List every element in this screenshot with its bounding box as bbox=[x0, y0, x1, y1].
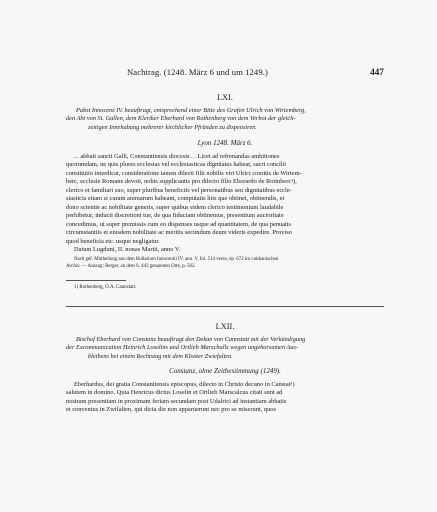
body-line: nostram presentiam in proximam feriam secundam post Udalrici ad instantiam abbatis bbox=[66, 397, 287, 405]
summary-line: bleibens bei einem Rechtstag mit dem Kloster Zwiefalten. bbox=[88, 352, 233, 360]
document-body bbox=[66, 381, 384, 415]
summary-line: der Excommunication Heinrich Loselins und Ortlieb Marschalls wegen ungehorsamen Aus- bbox=[66, 344, 298, 352]
document-number: LXII. bbox=[215, 322, 235, 331]
body-line: clerico et familiari suo, super pluribus beneficiis vel personatibus seu dignitatibus eccle- bbox=[66, 186, 292, 194]
document-number: LXI. bbox=[216, 93, 234, 102]
running-title: Nachtrag. (1248. März 6 und um 1249.) bbox=[127, 67, 268, 77]
body-line: constitutio interdicat, consideratione tamen dilecti filii nobilis viri Ulrici comitis de Wirtem- bbox=[66, 169, 302, 177]
document-body bbox=[66, 153, 384, 254]
body-line: perhibetur, inducti discretioni tue, de qua fiduciam obtinemus, presentium auctoritate bbox=[66, 212, 284, 220]
source-note-line: Nach gef. Mittheilung aus dem Bullarium Innocentii IV. ann. V, fol. 514 verso, ep. 672 im vatikanischen bbox=[74, 257, 279, 262]
body-line: Datum Lugduni, II. nonas Martii, anno V. bbox=[74, 245, 181, 253]
dateline: Lyon 1248. März 6. bbox=[197, 139, 253, 147]
body-line: dono scientie ac nobilitate generis, super quibus eidem clerico testimonium laudabile bbox=[66, 203, 284, 211]
body-line: Eberhardus, dei gratia Constantiensis episcopus, dilecto in Christo decano in Canstat¹) bbox=[74, 381, 295, 388]
source-note-line: Archiv. — Auszug: Berger, an dem S. 442 genannten Orte, p. 562. bbox=[66, 263, 196, 269]
document-summary bbox=[66, 336, 384, 361]
body-line: ... abbati sancti Galli, Constantiensis diocesis . . Licet ad refrenandas ambitiones bbox=[74, 153, 280, 160]
body-line: quorumdam, ne quis plures ecclesias vel ecclesiasticas dignitates habeat, sacri concilii bbox=[66, 161, 287, 169]
dateline: Constanz, ohne Zeitbestimmung (1249). bbox=[169, 367, 281, 375]
source-note bbox=[66, 257, 384, 271]
summary-line: Bischof Eberhard von Constanz beauftragt den Dekan von Cannstatt mit der Verkündigung bbox=[76, 336, 306, 343]
body-line: siasticis etiam si curam animarum habeant, computatis hiis que obtinet, obtinendis, et bbox=[66, 195, 285, 203]
summary-line: Pabst Innocenz IV. beauftragt, entsprechend einer Bitte des Grafen Ulrich von Wirtemberg, bbox=[76, 107, 306, 114]
summary-line: zeitigen Innehabung mehrerer kirchlicher Pfründen zu dispensiren. bbox=[88, 123, 257, 131]
body-line: et conventus in Zwifalten, qui dicta die non apparuerunt nec pro se miserunt, quos bbox=[66, 406, 276, 414]
body-line: salutem in domino. Quia Henricus dictus Loselin et Ortlieb Marscalcus citati sunt ad bbox=[66, 389, 283, 397]
footnote: 1) Rothenberg, O.A. Cannstatt. bbox=[74, 285, 137, 290]
body-line: quod beneficia etc. usque negligatur. bbox=[66, 237, 160, 245]
document-summary bbox=[66, 107, 384, 132]
section-divider bbox=[66, 306, 384, 307]
body-line: berc, ecclesie Romane devoti, nobis supplicantis pro dilecto filio Eborardo de Rotinberc¹), bbox=[66, 178, 297, 186]
body-line: circumstantiis et eiusdem nobilitate ac meritis secundum deum videris expedire. Proviso bbox=[66, 229, 292, 237]
page-number: 447 bbox=[370, 67, 384, 77]
summary-line: den Abt von St. Gallen, dem Kleriker Eberhard von Rothenberg von dem Verbot der gleich- bbox=[66, 115, 296, 123]
body-line: concedimus, ut super premissis cum eo dispenses usque ad quantitatem, de qua penuatis bbox=[66, 220, 292, 228]
footnote-rule bbox=[66, 280, 126, 281]
